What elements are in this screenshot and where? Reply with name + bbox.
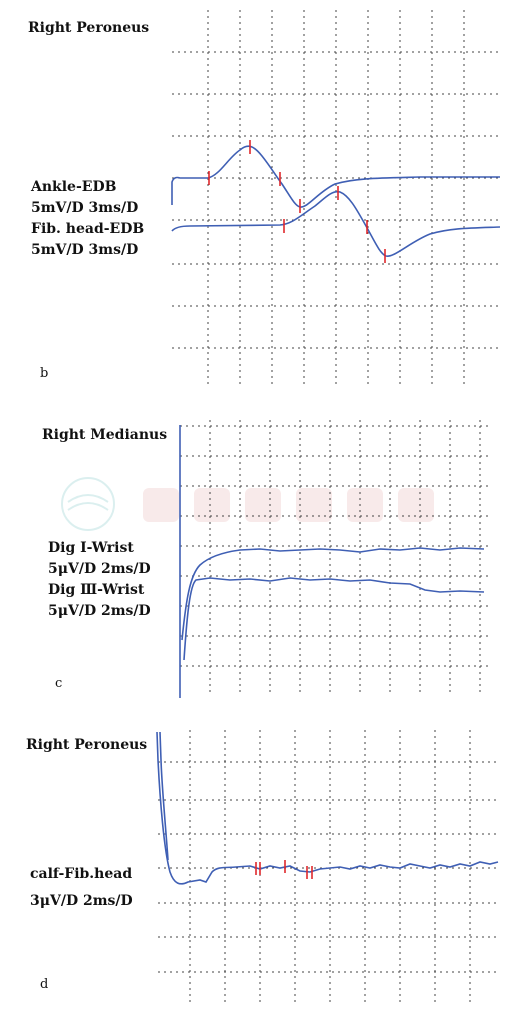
panel-d-letter: d — [40, 977, 49, 992]
markers-calf-fibhead — [256, 860, 312, 879]
panel-b-label-2: 5mV/D 3ms/D — [31, 200, 139, 216]
panel-d-label-2: 3μV/D 2ms/D — [30, 893, 133, 909]
trace-calf-fibhead — [157, 732, 498, 884]
panel-c-letter: c — [55, 676, 63, 691]
panel-b-label-1: Ankle-EDB — [31, 179, 117, 195]
panel-d-title: Right Peroneus — [26, 737, 148, 753]
panel-c-label-4: 5μV/D 2ms/D — [48, 603, 151, 619]
panel-c-label-2: 5μV/D 2ms/D — [48, 561, 151, 577]
panel-d-label-1: calf-Fib.head — [30, 866, 133, 882]
panel-b-title: Right Peroneus — [28, 20, 150, 36]
panel-c-label-3: Dig Ⅲ-Wrist — [48, 582, 145, 598]
panel-b-letter: b — [40, 366, 49, 381]
panel-c-label-1: Dig I-Wrist — [48, 540, 134, 556]
panel-b-label-4: 5mV/D 3ms/D — [31, 242, 139, 258]
panel-b-label-3: Fib. head-EDB — [31, 221, 145, 237]
panel-c-title: Right Medianus — [42, 427, 168, 443]
